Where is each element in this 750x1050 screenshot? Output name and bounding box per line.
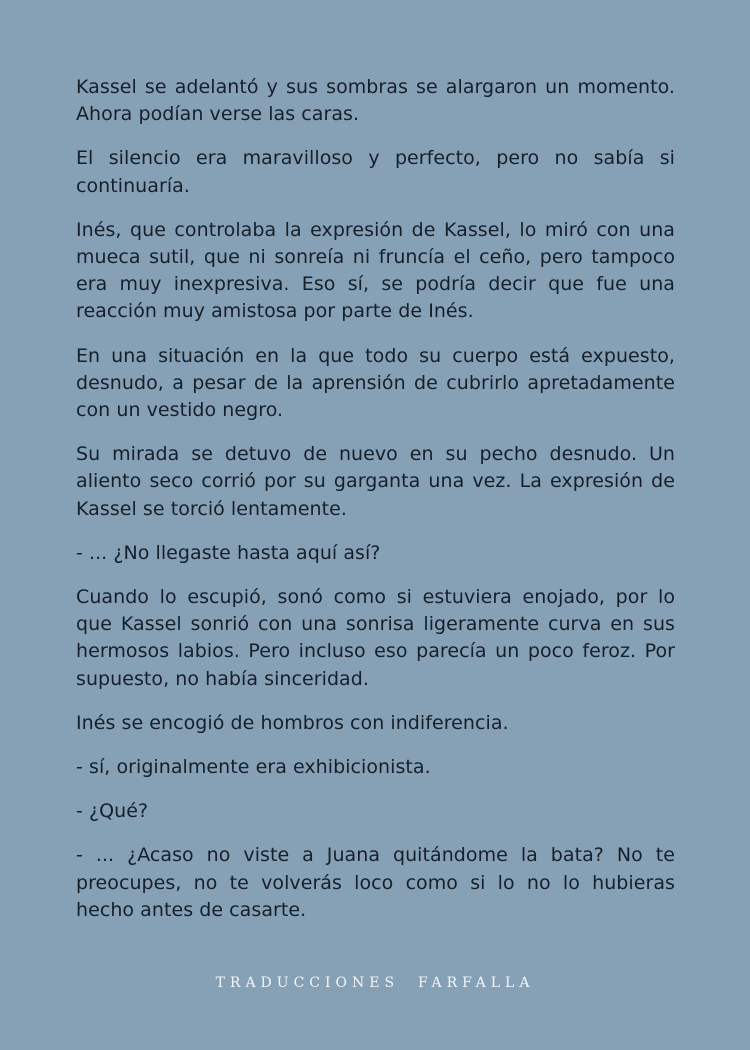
dialogue-line: - ¿Qué? (76, 800, 149, 823)
footer-credit: TRADUCCIONES FARFALLA (215, 975, 535, 991)
dialogue-line: - ... ¿Acaso no viste a Juana quitándome la bata? No te preocupes, no te volverás loco como si lo no lo hubieras hecho antes de casarte. (76, 844, 675, 921)
paragraph: Inés se encogió de hombros con indiferencia. (76, 711, 509, 734)
dialogue-line: - ... ¿No llegaste hasta aquí así? (76, 541, 381, 564)
paragraph: El silencio era maravilloso y perfecto, pero no sabía si continuaría. (76, 147, 675, 197)
text-body (76, 74, 675, 941)
paragraph: Kassel se adelantó y sus sombras se alargaron un momento. Ahora podían verse las caras. (76, 76, 675, 126)
paragraph: Cuando lo escupió, sonó como si estuviera enojado, por lo que Kassel sonrió con una sonrisa ligeramente curva en sus hermosos labios. Pero incluso eso parecía un poco feroz. Por supuesto, no había sinceridad. (76, 586, 675, 690)
paragraph: Su mirada se detuvo de nuevo en su pecho desnudo. Un aliento seco corrió por su garganta una vez. La expresión de Kassel se torció lentamente. (76, 443, 675, 520)
paragraph: En una situación en la que todo su cuerpo está expuesto, desnudo, a pesar de la aprensión de cubrirlo apretadamente con un vestido negro. (76, 344, 675, 422)
dialogue-line: - sí, originalmente era exhibicionista. (76, 756, 431, 779)
paragraph: Inés, que controlaba la expresión de Kassel, lo miró con una mueca sutil, que ni sonreía ni fruncía el ceño, pero tampoco era muy inexpresiva. Eso sí, se podría decir que fue una reacción muy amistosa por parte de Inés. (76, 218, 675, 323)
